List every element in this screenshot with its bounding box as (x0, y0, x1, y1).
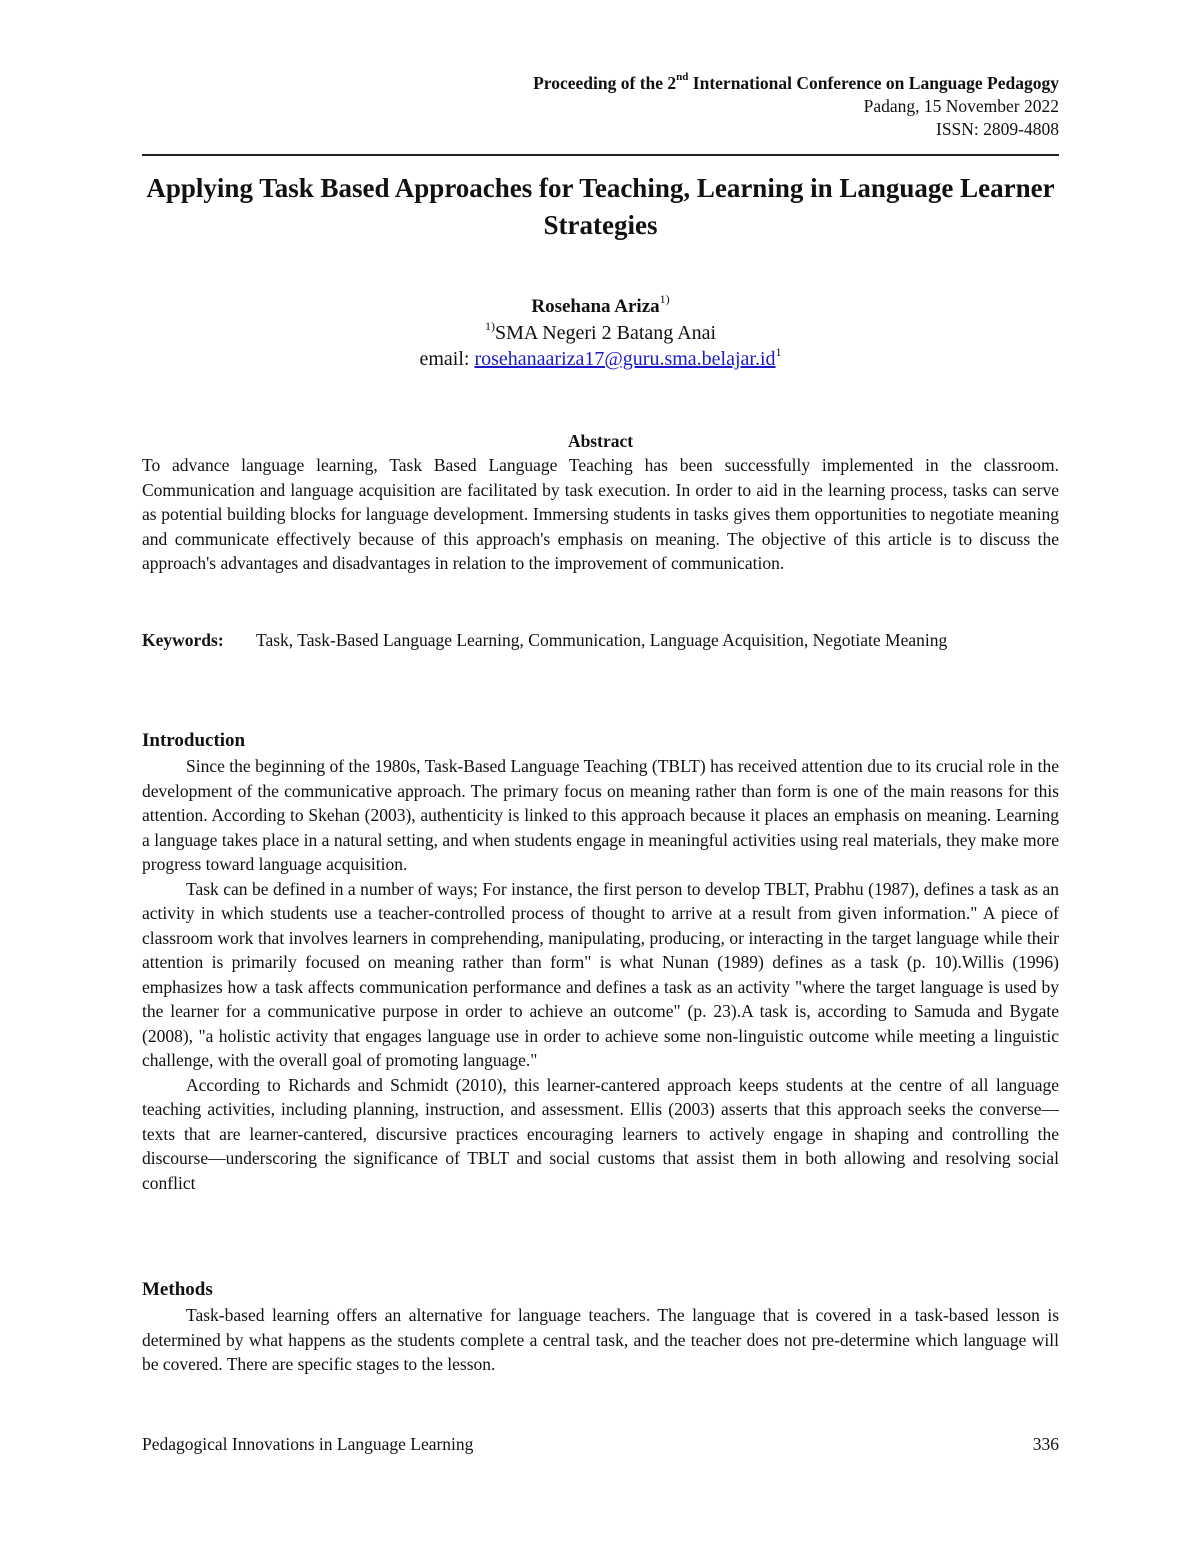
keywords-text: Task, Task-Based Language Learning, Communication, Language Acquisition, Negotiate Meaning (256, 630, 948, 650)
keywords-block (142, 628, 1059, 653)
introduction-heading: Introduction (142, 730, 246, 751)
email-label: email: (419, 348, 475, 370)
introduction-paragraph: Task can be defined in a number of ways; For instance, the first person to develop TBLT, Prabhu (1987), defines a task as an activity in which students use a teacher-controlled process of thought to arrive at a result from given information." A piece of classroom work that involves learners in comprehending, manipulating, producing, or interacting in the target language while their attention is primarily focused on meaning rather than form" is what Nunan (1989) defines as a task (p. 10).Willis (1996) emphasizes how a task affects communication performance and defines a task as an activity "where the target language is used by the learner for a communicative purpose in order to achieve an outcome" (p. 23).A task is, according to Samuda and Bygate (2008), "a holistic activity that engages language use in order to achieve some non-linguistic outcome while meeting a linguistic challenge, with the overall goal of promoting language." (142, 878, 1059, 1070)
conference-issn: ISSN: 2809-4808 (936, 119, 1059, 139)
keywords-label: Keywords: (142, 630, 224, 650)
affiliation-superscript: 1) (484, 319, 495, 334)
header-rule (142, 154, 1059, 156)
author-block (142, 293, 1059, 372)
author-email-link[interactable]: rosehanaariza17@guru.sma.belajar.id (474, 348, 776, 370)
paper-title: Applying Task Based Approaches for Teaching, Learning in Language Learner Strategies (146, 173, 1055, 240)
introduction-paragraph: According to Richards and Schmidt (2010), this learner-cantered approach keeps students at the centre of all language teaching activities, including planning, instruction, and assessment. Ellis (2003) asserts that this approach seeks the converse—texts that are learner-cantered, discursive practices encouraging learners to actively engage in shaping and controlling the discourse—underscoring the significance of TBLT and social customs that assist them in both allowing and resolving social conflict (142, 1074, 1059, 1193)
conference-ordinal-superscript: nd (676, 71, 689, 84)
conference-header (533, 72, 1059, 141)
author-name: Rosehana Ariza (531, 296, 660, 317)
introduction-body (142, 754, 1059, 1195)
affiliation-line (142, 320, 1059, 346)
conference-location-date: Padang, 15 November 2022 (863, 96, 1059, 116)
methods-paragraph: Task-based learning offers an alternative for language teachers. The language that is covered in a task-based lesson is determined by what happens as the students complete a central task, and the teacher does not pre-determine which language will be covered. There are specific stages to the lesson. (142, 1305, 1059, 1374)
author-affiliation: SMA Negeri 2 Batang Anai (494, 322, 717, 344)
email-line (142, 346, 1059, 372)
methods-body (142, 1303, 1059, 1377)
abstract-text: To advance language learning, Task Based Language Teaching has been successfully implemented in the classroom. Communication and language acquisition are facilitated by task execution. In order to aid in the learning process, tasks can serve as potential building blocks for language development. Immersing students in tasks gives them opportunities to negotiate meaning and communicate effectively because of this approach's emphasis on meaning. The objective of this article is to discuss the approach's advantages and disadvantages in relation to the improvement of communication. (142, 455, 1059, 574)
paper-page (142, 0, 1059, 1553)
author-superscript: 1) (659, 292, 670, 307)
introduction-paragraph: Since the beginning of the 1980s, Task-Based Language Teaching (TBLT) has received attention due to its crucial role in the development of the communicative approach. The primary focus on meaning rather than form is one of the main reasons for this attention. According to Skehan (2003), authenticity is linked to this approach because it places an emphasis on meaning. Learning a language takes place in a natural setting, and when students engage in meaningful activities using real materials, they make more progress toward language acquisition. (142, 756, 1059, 874)
abstract-heading: Abstract (567, 431, 634, 451)
author-line (142, 293, 1059, 320)
footer-journal-name: Pedagogical Innovations in Language Learning (142, 1434, 474, 1454)
conference-name: Proceeding of the 2nd International Conference on Language Pedagogy (533, 71, 1059, 93)
email-superscript: 1 (775, 345, 782, 360)
methods-heading: Methods (142, 1279, 213, 1300)
footer-page-number: 336 (1032, 1434, 1059, 1454)
